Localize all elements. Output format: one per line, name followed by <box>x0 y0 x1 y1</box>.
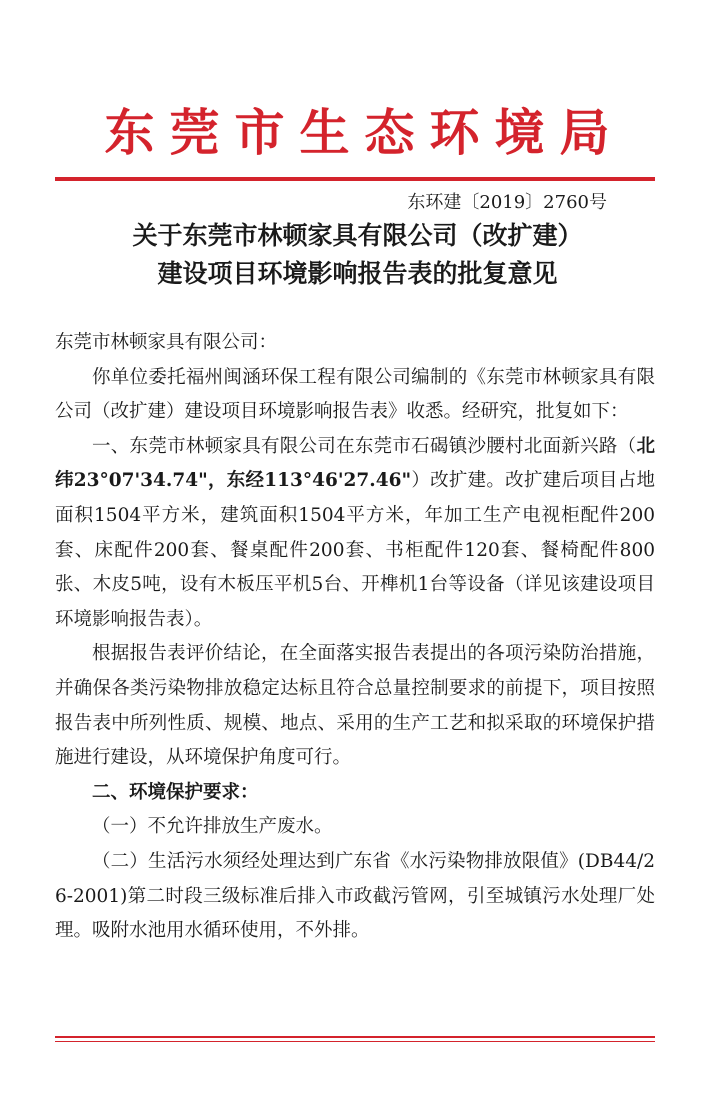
title-line-1: 关于东莞市林顿家具有限公司（改扩建） <box>132 221 583 250</box>
section-2-heading: 二、环境保护要求： <box>92 781 259 803</box>
item-1-coordinates: 北纬23°07'34.74"，东经113°46'27.46" <box>55 435 655 492</box>
footer-rule-bottom <box>55 1041 655 1042</box>
addressee: 东莞市林顿家具有限公司： <box>55 332 278 353</box>
masthead-rule <box>55 177 655 181</box>
item-1-text-end: ）改扩建。改扩建后项目占地面积1504平方米，建筑面积1504平方米，年加工生产电视柜配件200套、床配件200套、餐桌配件200套、书柜配件120套、餐椅配件800张、木皮5吨，设有木板压平机5台、开榫机1台等设备（详见该建设项目环境影响报告表）。 <box>55 470 655 630</box>
item-1-text-start: 一、东莞市林顿家具有限公司在东莞市石碣镇沙腰村北面新兴路（ <box>92 435 637 457</box>
agency-masthead: 东莞市生态环境局 <box>104 103 625 162</box>
intro-paragraph: 你单位委托福州闽涵环保工程有限公司编制的《东莞市林顿家具有限公司（改扩建）建设项目环境影响报告表》收悉。经研究，批复如下： <box>55 366 655 423</box>
title-line-2: 建设项目环境影响报告表的批复意见 <box>157 259 558 288</box>
document-number: 东环建〔2019〕2760号 <box>407 192 607 213</box>
item-1-paragraph <box>55 430 655 638</box>
requirement-1: （一）不允许排放生产废水。 <box>92 816 333 838</box>
footer-rule-top <box>55 1036 655 1038</box>
conclusion-paragraph: 根据报告表评价结论，在全面落实报告表提出的各项污染防治措施，并确保各类污染物排放稳定达标且符合总量控制要求的前提下，项目按照报告表中所列性质、规模、地点、采用的生产工艺和拟采取的环境保护措施进行建设，从环境保护角度可行。 <box>55 643 655 769</box>
requirement-2: （二）生活污水须经处理达到广东省《水污染物排放限值》(DB44/26-2001)第二时段三级标准后排入市政截污管网，引至城镇污水处理厂处理。吸附水池用水循环使用，不外排。 <box>55 850 655 942</box>
document-body <box>55 326 655 949</box>
